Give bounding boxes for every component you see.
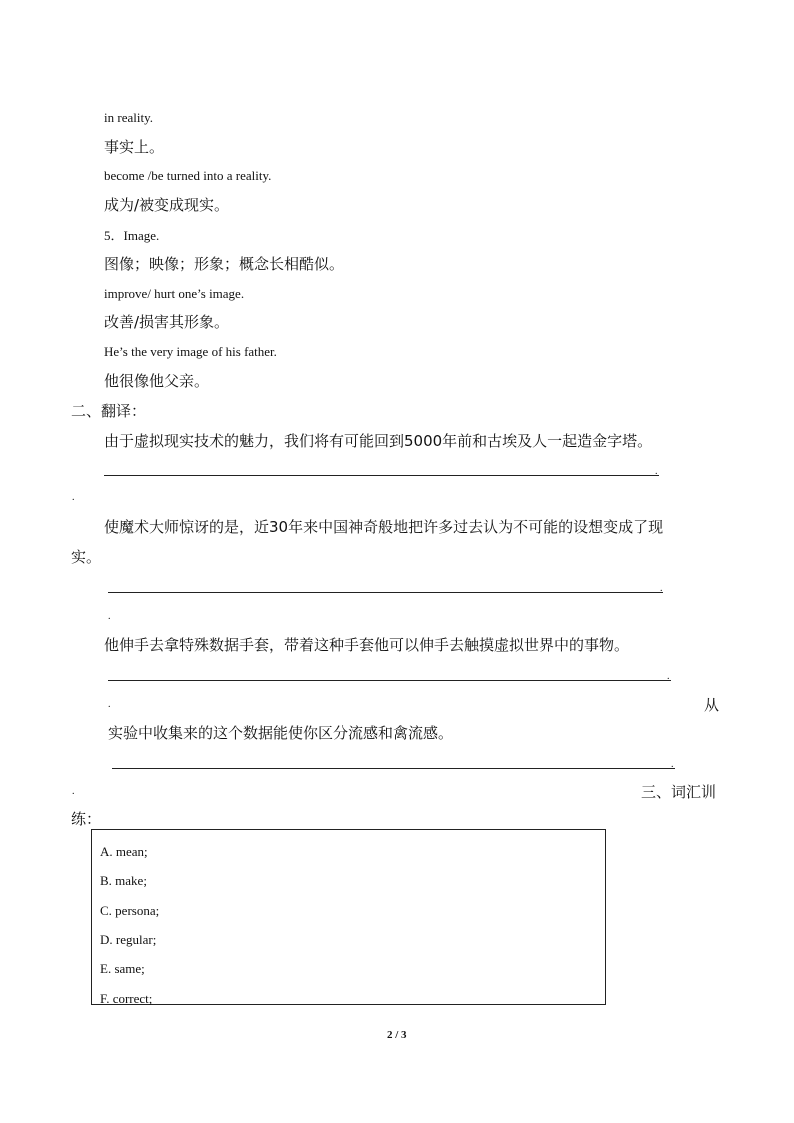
example-very-image: He’s the very image of his father.: [104, 344, 277, 359]
answer-line-2-end-dot: .: [660, 583, 663, 594]
option-f: F. correct;: [100, 991, 153, 1006]
option-b: B. make;: [100, 873, 147, 888]
phrase-in-reality-translation: 事实上。: [104, 138, 165, 156]
answer-line-4: [112, 768, 675, 769]
section-vocab-heading-part1: 三、词汇训: [641, 783, 717, 801]
option-a: A. mean;: [100, 844, 148, 859]
stray-dot-2: .: [108, 611, 111, 622]
phrase-improve-image: improve/ hurt one’s image.: [104, 286, 245, 301]
item-5-heading: 5．Image.: [104, 228, 160, 243]
answer-line-1: [104, 475, 659, 476]
example-very-image-translation: 他很像他父亲。: [104, 372, 210, 390]
answer-line-3-end-dot: .: [667, 671, 670, 682]
option-e: E. same;: [100, 961, 145, 976]
word-options-box: [91, 829, 606, 1005]
translation-question-1: 由于虚拟现实技术的魅力，我们将有可能回到5000年前和古埃及人一起造金字塔。: [104, 432, 653, 450]
stray-dot-3: .: [108, 699, 111, 710]
page-number: 2 / 3: [387, 1029, 407, 1041]
translation-question-4: 实验中收集来的这个数据能使你区分流感和禽流感。: [108, 724, 454, 742]
phrase-improve-image-translation: 改善/损害其形象。: [104, 313, 230, 331]
phrase-in-reality: in reality.: [104, 110, 153, 125]
phrase-become-reality: become /be turned into a reality.: [104, 168, 272, 183]
section-vocab-heading-part2: 练：: [71, 810, 102, 828]
translation-question-2-continued: 实。: [71, 548, 102, 566]
stray-dot-1: .: [72, 492, 75, 503]
answer-line-3: [108, 680, 671, 681]
translation-question-4-start: 从: [704, 696, 720, 714]
translation-question-3: 他伸手去拿特殊数据手套，带着这种手套他可以伸手去触摸虚拟世界中的事物。: [104, 636, 630, 654]
option-d: D. regular;: [100, 932, 157, 947]
answer-line-1-end-dot: .: [655, 466, 658, 477]
translation-question-2: 使魔术大师惊讶的是，近30年来中国神奇般地把许多过去认为不可能的设想变成了现: [104, 518, 664, 536]
phrase-become-reality-translation: 成为/被变成现实。: [104, 196, 230, 214]
stray-dot-4: .: [72, 786, 75, 797]
answer-line-4-end-dot: .: [671, 759, 674, 770]
item-5-definition: 图像；映像；形象；概念长相酷似。: [104, 255, 345, 273]
answer-line-2: [108, 592, 663, 593]
option-c: C. persona;: [100, 903, 160, 918]
section-translation-heading: 二、翻译：: [71, 402, 147, 420]
